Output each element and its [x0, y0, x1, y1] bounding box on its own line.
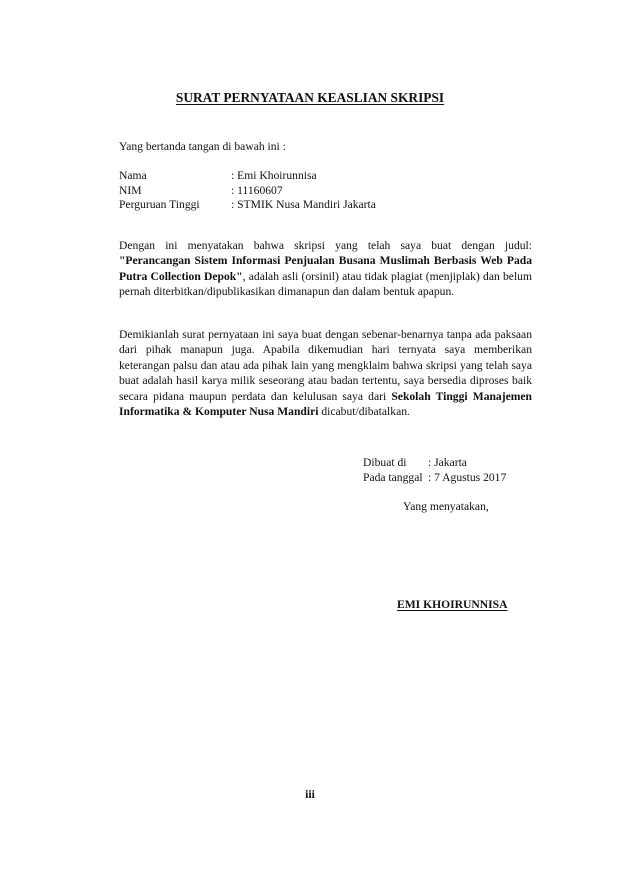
statement-lead: Dengan ini menyatakan bahwa skripsi yang telah saya buat dengan judul: — [119, 239, 532, 252]
declaration-lead: Demikianlah surat pernyataan ini saya buat dengan sebenar-benarnya tanpa ada paksaan dari pihak manapun juga. Apabila dikemudian hari ternyata saya memberikan keterangan palsu dan atau ada pihak lain yang mengklaim bahwa skripsi yang telah saya buat adalah hasil karya milik seseorang atau badan tertentu, saya bersedia diproses baik secara pidana maupun perdata dan kelulusan saya dari — [119, 328, 532, 403]
identity-value: : STMIK Nusa Mandiri Jakarta — [231, 198, 376, 212]
signature-label: Pada tanggal — [363, 471, 423, 485]
identity-row-nim — [119, 184, 376, 199]
identity-row-university — [119, 198, 376, 213]
statement-paragraph — [119, 238, 532, 300]
intro-text: Yang bertanda tangan di bawah ini : — [119, 140, 286, 153]
institution-name: Sekolah Tinggi Manajemen Informatika & Komputer Nusa Mandiri — [119, 389, 532, 419]
document-title: SURAT PERNYATAAN KEASLIAN SKRIPSI — [175, 90, 445, 105]
signature-value: : 7 Agustus 2017 — [428, 471, 507, 485]
declaration-rest: dicabut/dibatalkan. — [321, 405, 410, 419]
signature-label: Dibuat di — [363, 456, 407, 469]
signature-row-date — [363, 470, 506, 485]
identity-value: : 11160607 — [231, 183, 283, 197]
thesis-title: "Perancangan Sistem Informasi Penjualan Busana Muslimah Berbasis Web Pada Putra Collection Depok" — [119, 254, 532, 283]
statement-rest: , adalah asli (orsinil) atau tidak plagiat (menjiplak) dan belum pernah diterbitkan/dipublikasikan dimanapun dan dalam bentuk apapun. — [119, 269, 532, 299]
signature-row-place — [363, 455, 506, 470]
signature-place-date — [363, 455, 506, 485]
closing-text: Yang menyatakan, — [403, 500, 489, 513]
identity-block — [119, 169, 376, 213]
signer-name: EMI KHOIRUNNISA — [397, 598, 508, 611]
signature-value: : Jakarta — [428, 456, 467, 469]
identity-label: NIM — [119, 183, 142, 197]
identity-label: Perguruan Tinggi — [119, 198, 200, 212]
declaration-paragraph — [119, 327, 532, 419]
identity-row-name — [119, 169, 376, 184]
identity-value: : Emi Khoirunnisa — [231, 169, 317, 182]
page-number: iii — [305, 788, 315, 801]
identity-label: Nama — [119, 169, 147, 182]
